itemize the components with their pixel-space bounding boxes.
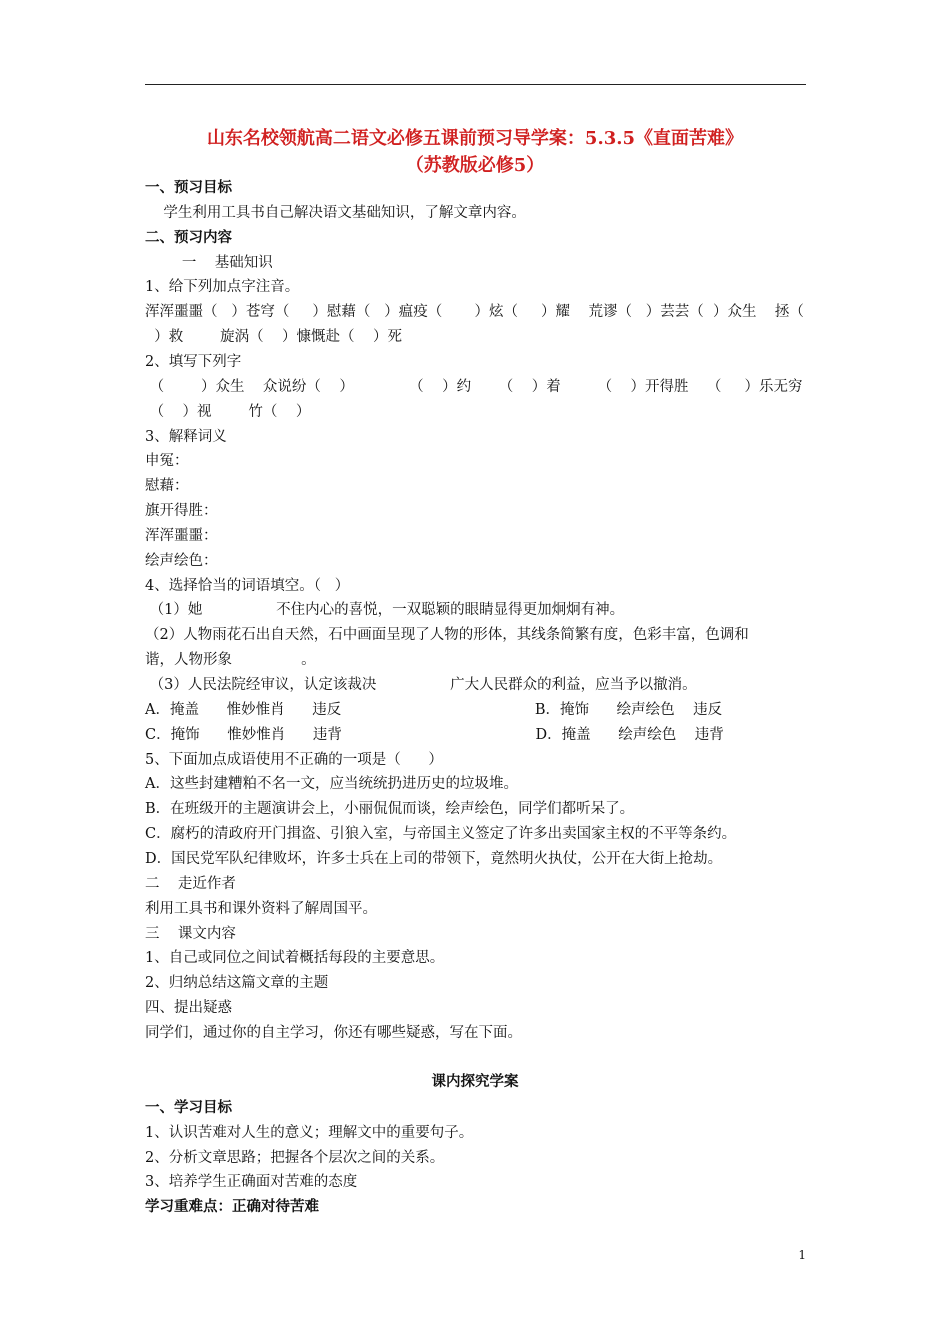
- text-line: 三 课文内容: [145, 925, 236, 942]
- text-line: C．腐朽的清政府开门揖盗、引狼入室，与帝国主义签定了许多出卖国家主权的不平等条约。: [145, 826, 737, 843]
- text-line: 谐，人物形象 。: [145, 652, 316, 669]
- text-line: A．这些封建糟粕不名一文，应当统统扔进历史的垃圾堆。: [145, 776, 518, 793]
- text-line: 二、预习内容: [145, 228, 232, 246]
- text-line: B．在班级开的主题演讲会上，小丽侃侃而谈，绘声绘色，同学们都听呆了。: [145, 801, 635, 818]
- text-line: 2、归纳总结这篇文章的主题: [145, 975, 329, 992]
- text-line: C．掩饰 惟妙惟肖 违背 D．掩盖 绘声绘色 违背: [145, 726, 724, 743]
- text-line: （3）人民法院经审议，认定该裁决 广大人民群众的利益，应当予以撤消。: [145, 677, 697, 693]
- text-line: 学习重难点：正确对待苦难: [145, 1198, 319, 1216]
- text-line: 1、给下列加点字注音。: [145, 279, 300, 296]
- text-line: 2、分析文章思路；把握各个层次之间的关系。: [145, 1149, 445, 1166]
- section-heading: 课内探究学案: [431, 1073, 519, 1090]
- text-line: 绘声绘色：: [145, 552, 218, 569]
- text-line: （2）人物雨花石出自天然，石中画面呈现了人物的形体，其线条简繁有度，色彩丰富，色调和: [145, 627, 749, 644]
- text-line: 3、培养学生正确面对苦难的态度: [145, 1174, 358, 1191]
- header-rule: [145, 84, 806, 85]
- text-line: （ ）众生 众说纷（ ） （ ）约 （ ）着 （ ）开得胜 （ ）乐无穷: [145, 378, 803, 395]
- text-line: 2、填写下列字: [145, 353, 242, 370]
- text-line: 1、认识苦难对人生的意义；理解文中的重要句子。: [145, 1124, 474, 1141]
- text-line: 慰藉：: [145, 478, 189, 495]
- doc-title-line1: 山东名校领航高二语文必修五课前预习导学案：5.3.5《直面苦难》: [206, 128, 744, 149]
- text-line: 同学们，通过你的自主学习，你还有哪些疑惑，写在下面。: [145, 1024, 522, 1041]
- text-line: 5、下面加点成语使用不正确的一项是（ ）: [145, 751, 443, 768]
- page-number: 1: [798, 1248, 806, 1262]
- text-line: 浑浑噩噩（ ）苍穹（ ）慰藉（ ）瘟疫（ ）炫（ ）耀 荒谬（ ）芸芸（ ）众生 拯（: [145, 304, 804, 321]
- text-line: 申冤：: [145, 453, 189, 470]
- text-line: ）救 旋涡（ ）慷慨赴（ ）死: [145, 329, 402, 346]
- text-line: A．掩盖 惟妙惟肖 违反 B．掩饰 绘声绘色 违反: [145, 701, 723, 718]
- text-line: 4、选择恰当的词语填空。（ ）: [145, 577, 350, 594]
- text-line: 二 走近作者: [145, 875, 236, 892]
- text-line: 一、预习目标: [145, 179, 232, 196]
- text-line: 四、提出疑惑: [145, 1000, 232, 1017]
- text-line: 1、自己或同位之间试着概括每段的主要意思。: [145, 950, 445, 967]
- text-line: 一 基础知识: [145, 254, 273, 271]
- text-line: 旗开得胜：: [145, 503, 218, 520]
- text-line: 学生利用工具书自己解决语文基础知识，了解文章内容。: [145, 204, 526, 221]
- text-line: D．国民党军队纪律败坏，许多士兵在上司的带领下，竟然明火执仗，公开在大街上抢劫。: [145, 850, 723, 867]
- text-line: （ ）视 竹（ ）: [145, 403, 311, 420]
- text-line: 利用工具书和课外资料了解周国平。: [145, 900, 377, 917]
- text-line: 一、学习目标: [145, 1099, 232, 1116]
- doc-title-line2: （苏教版必修5）: [405, 155, 545, 176]
- text-line: 3、解释词义: [145, 428, 227, 445]
- text-line: 浑浑噩噩：: [145, 527, 218, 544]
- text-line: （1）她 不住内心的喜悦，一双聪颖的眼睛显得更加炯炯有神。: [145, 602, 625, 619]
